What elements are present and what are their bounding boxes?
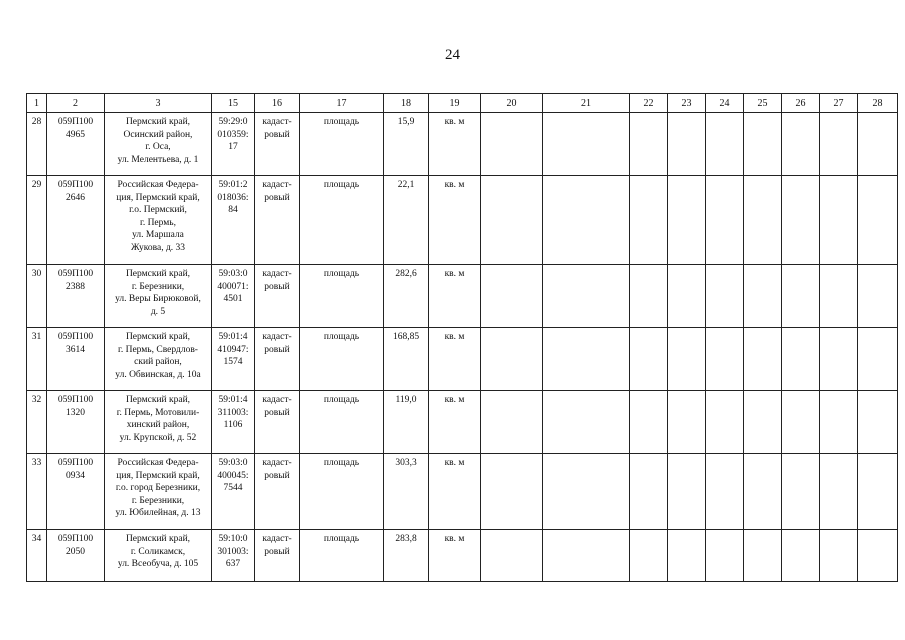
object-id-line: 059П100 bbox=[57, 332, 94, 342]
cadastral-number-line: 59:29:0 bbox=[218, 117, 248, 127]
parameter-value: 283,8 bbox=[384, 530, 429, 582]
table-row bbox=[27, 113, 898, 176]
table-row bbox=[27, 530, 898, 582]
address bbox=[105, 530, 212, 582]
empty-cell-col-23 bbox=[668, 328, 706, 391]
empty-cell-col-28 bbox=[858, 176, 898, 265]
table-row bbox=[27, 454, 898, 530]
cadastral-number bbox=[212, 328, 255, 391]
unit: кв. м bbox=[429, 454, 481, 530]
empty-cell-col-21 bbox=[543, 530, 630, 582]
empty-cell-col-23 bbox=[668, 113, 706, 176]
address-line: Осинский район, bbox=[123, 129, 193, 140]
table-row bbox=[27, 328, 898, 391]
parameter-name: площадь bbox=[300, 530, 384, 582]
row-number: 32 bbox=[27, 391, 47, 454]
number-type-line: кадаст- bbox=[262, 332, 292, 342]
column-header-23: 23 bbox=[668, 94, 706, 113]
column-header-28: 28 bbox=[858, 94, 898, 113]
object-id bbox=[47, 265, 105, 328]
object-id-line: 059П100 bbox=[57, 117, 94, 127]
number-type bbox=[255, 391, 300, 454]
number-type-line: ровый bbox=[264, 281, 290, 292]
address-line: ский район, bbox=[134, 357, 182, 367]
empty-cell-col-20 bbox=[481, 454, 543, 530]
empty-cell-col-20 bbox=[481, 328, 543, 391]
column-header-19: 19 bbox=[429, 94, 481, 113]
cadastral-number-line: 010359: bbox=[217, 129, 249, 140]
object-id-line: 1320 bbox=[66, 407, 85, 418]
parameter-name: площадь bbox=[300, 176, 384, 265]
table-row bbox=[27, 391, 898, 454]
empty-cell-col-24 bbox=[706, 530, 744, 582]
unit: кв. м bbox=[429, 530, 481, 582]
cadastral-number-line: 59:01:2 bbox=[218, 180, 248, 190]
empty-cell-col-22 bbox=[630, 113, 668, 176]
address-line: Пермский край, bbox=[125, 332, 191, 342]
cadastral-number-line: 59:03:0 bbox=[218, 458, 248, 468]
empty-cell-col-25 bbox=[744, 391, 782, 454]
number-type bbox=[255, 454, 300, 530]
table-row bbox=[27, 265, 898, 328]
cadastral-number bbox=[212, 265, 255, 328]
address-line: Российская Федера- bbox=[117, 180, 199, 190]
address-line: Пермский край, bbox=[125, 395, 191, 405]
empty-cell-col-25 bbox=[744, 113, 782, 176]
column-header-26: 26 bbox=[782, 94, 820, 113]
empty-cell-col-20 bbox=[481, 176, 543, 265]
number-type bbox=[255, 530, 300, 582]
address-line: Жукова, д. 33 bbox=[130, 242, 186, 253]
header-row bbox=[27, 94, 898, 113]
object-id-line: 2388 bbox=[66, 281, 85, 292]
number-type bbox=[255, 113, 300, 176]
empty-cell-col-27 bbox=[820, 454, 858, 530]
empty-cell-col-27 bbox=[820, 328, 858, 391]
cadastral-number-line: 59:01:4 bbox=[218, 395, 248, 405]
cadastral-number bbox=[212, 391, 255, 454]
cadastral-number-line: 637 bbox=[225, 559, 241, 569]
empty-cell-col-21 bbox=[543, 113, 630, 176]
empty-cell-col-24 bbox=[706, 265, 744, 328]
parameter-value: 15,9 bbox=[384, 113, 429, 176]
column-header-1: 1 bbox=[27, 94, 47, 113]
number-type-line: ровый bbox=[264, 344, 290, 355]
address-line: Пермский край, bbox=[125, 534, 191, 544]
object-id-line: 059П100 bbox=[57, 395, 94, 405]
column-header-27: 27 bbox=[820, 94, 858, 113]
address-line: ул. Крупской, д. 52 bbox=[119, 432, 197, 443]
empty-cell-col-22 bbox=[630, 328, 668, 391]
empty-cell-col-23 bbox=[668, 265, 706, 328]
unit: кв. м bbox=[429, 176, 481, 265]
empty-cell-col-26 bbox=[782, 113, 820, 176]
number-type-line: кадаст- bbox=[262, 269, 292, 279]
cadastral-number bbox=[212, 176, 255, 265]
address-line: г. Пермь, Мотовили- bbox=[116, 407, 200, 418]
table-row bbox=[27, 176, 898, 265]
address-line: ул. Веры Бирюковой, bbox=[115, 294, 201, 304]
parameter-name: площадь bbox=[300, 265, 384, 328]
address-line: хинский район, bbox=[126, 420, 190, 430]
address-line: ция, Пермский край, bbox=[116, 470, 200, 481]
address-line: г. Березники, bbox=[131, 281, 185, 292]
address-line: г. Пермь, Свердлов- bbox=[118, 344, 198, 355]
address-line: Российская Федера- bbox=[117, 458, 199, 468]
empty-cell-col-22 bbox=[630, 530, 668, 582]
empty-cell-col-23 bbox=[668, 176, 706, 265]
column-header-2: 2 bbox=[47, 94, 105, 113]
empty-cell-col-26 bbox=[782, 530, 820, 582]
number-type-line: кадаст- bbox=[262, 395, 292, 405]
empty-cell-col-20 bbox=[481, 113, 543, 176]
cadastral-number-line: 17 bbox=[228, 142, 238, 152]
number-type-line: ровый bbox=[264, 407, 290, 418]
empty-cell-col-20 bbox=[481, 530, 543, 582]
empty-cell-col-24 bbox=[706, 391, 744, 454]
cadastral-number-line: 1106 bbox=[223, 420, 243, 430]
parameter-name: площадь bbox=[300, 454, 384, 530]
empty-cell-col-24 bbox=[706, 454, 744, 530]
number-type-line: кадаст- bbox=[262, 534, 292, 544]
empty-cell-col-24 bbox=[706, 113, 744, 176]
number-type bbox=[255, 176, 300, 265]
empty-cell-col-23 bbox=[668, 391, 706, 454]
object-id-line: 3614 bbox=[66, 344, 85, 355]
empty-cell-col-23 bbox=[668, 454, 706, 530]
address-line: г.о. город Березники, bbox=[115, 483, 201, 493]
empty-cell-col-22 bbox=[630, 176, 668, 265]
address bbox=[105, 265, 212, 328]
cadastral-number-line: 400045: bbox=[217, 470, 249, 481]
number-type-line: ровый bbox=[264, 470, 290, 481]
cadastral-number-line: 84 bbox=[228, 205, 238, 215]
object-id bbox=[47, 328, 105, 391]
number-type-line: кадаст- bbox=[262, 458, 292, 468]
cadastral-number-line: 7544 bbox=[223, 483, 243, 493]
empty-cell-col-25 bbox=[744, 328, 782, 391]
parameter-value: 303,3 bbox=[384, 454, 429, 530]
empty-cell-col-21 bbox=[543, 176, 630, 265]
empty-cell-col-26 bbox=[782, 454, 820, 530]
number-type-line: кадаст- bbox=[262, 117, 292, 127]
unit: кв. м bbox=[429, 391, 481, 454]
number-type bbox=[255, 265, 300, 328]
object-id bbox=[47, 176, 105, 265]
empty-cell-col-27 bbox=[820, 176, 858, 265]
parameter-name: площадь bbox=[300, 113, 384, 176]
empty-cell-col-25 bbox=[744, 454, 782, 530]
address-line: г. Пермь, bbox=[140, 217, 176, 228]
parameter-name: площадь bbox=[300, 328, 384, 391]
number-type-line: ровый bbox=[264, 192, 290, 203]
object-id-line: 0934 bbox=[66, 470, 85, 481]
address-line: д. 5 bbox=[150, 306, 166, 317]
cadastral-number-line: 59:03:0 bbox=[218, 269, 248, 279]
empty-cell-col-22 bbox=[630, 391, 668, 454]
address bbox=[105, 113, 212, 176]
empty-cell-col-28 bbox=[858, 328, 898, 391]
number-type-line: кадаст- bbox=[262, 180, 292, 190]
unit: кв. м bbox=[429, 328, 481, 391]
column-header-15: 15 bbox=[212, 94, 255, 113]
empty-cell-col-27 bbox=[820, 113, 858, 176]
row-number: 30 bbox=[27, 265, 47, 328]
column-header-22: 22 bbox=[630, 94, 668, 113]
number-type-line: ровый bbox=[264, 129, 290, 140]
empty-cell-col-25 bbox=[744, 265, 782, 328]
cadastral-number bbox=[212, 454, 255, 530]
object-id-line: 059П100 bbox=[57, 180, 94, 190]
empty-cell-col-28 bbox=[858, 454, 898, 530]
empty-cell-col-21 bbox=[543, 391, 630, 454]
parameter-name: площадь bbox=[300, 391, 384, 454]
row-number: 31 bbox=[27, 328, 47, 391]
empty-cell-col-21 bbox=[543, 265, 630, 328]
unit: кв. м bbox=[429, 265, 481, 328]
empty-cell-col-26 bbox=[782, 328, 820, 391]
cadastral-number-line: 018036: bbox=[217, 192, 249, 203]
object-id-line: 2050 bbox=[66, 546, 85, 557]
empty-cell-col-22 bbox=[630, 265, 668, 328]
empty-cell-col-21 bbox=[543, 454, 630, 530]
object-id bbox=[47, 391, 105, 454]
empty-cell-col-24 bbox=[706, 328, 744, 391]
address-line: Пермский край, bbox=[125, 117, 191, 127]
cadastral-number-line: 301003: bbox=[217, 546, 249, 557]
address bbox=[105, 328, 212, 391]
object-id bbox=[47, 113, 105, 176]
empty-cell-col-28 bbox=[858, 391, 898, 454]
column-header-3: 3 bbox=[105, 94, 212, 113]
cadastral-number bbox=[212, 113, 255, 176]
empty-cell-col-28 bbox=[858, 113, 898, 176]
column-header-21: 21 bbox=[543, 94, 630, 113]
parameter-value: 282,6 bbox=[384, 265, 429, 328]
empty-cell-col-22 bbox=[630, 454, 668, 530]
empty-cell-col-23 bbox=[668, 530, 706, 582]
empty-cell-col-21 bbox=[543, 328, 630, 391]
page-number: 24 bbox=[445, 47, 460, 63]
number-type-line: ровый bbox=[264, 546, 290, 557]
row-number: 28 bbox=[27, 113, 47, 176]
object-id-line: 059П100 bbox=[57, 534, 94, 544]
address-line: Пермский край, bbox=[125, 269, 191, 279]
address bbox=[105, 176, 212, 265]
parameter-value: 119,0 bbox=[384, 391, 429, 454]
address-line: г. Оса, bbox=[145, 142, 171, 152]
cadastral-number-line: 410947: bbox=[217, 344, 249, 355]
empty-cell-col-28 bbox=[858, 530, 898, 582]
column-header-18: 18 bbox=[384, 94, 429, 113]
register-table bbox=[26, 93, 898, 582]
empty-cell-col-25 bbox=[744, 176, 782, 265]
cadastral-number-line: 311003: bbox=[217, 407, 249, 418]
column-header-25: 25 bbox=[744, 94, 782, 113]
row-number: 33 bbox=[27, 454, 47, 530]
empty-cell-col-24 bbox=[706, 176, 744, 265]
object-id-line: 059П100 bbox=[57, 269, 94, 279]
object-id bbox=[47, 454, 105, 530]
empty-cell-col-25 bbox=[744, 530, 782, 582]
object-id bbox=[47, 530, 105, 582]
empty-cell-col-28 bbox=[858, 265, 898, 328]
cadastral-number-line: 1574 bbox=[223, 357, 243, 367]
cadastral-number-line: 4501 bbox=[223, 294, 243, 304]
empty-cell-col-26 bbox=[782, 176, 820, 265]
object-id-line: 059П100 bbox=[57, 458, 94, 468]
cadastral-number-line: 400071: bbox=[217, 281, 249, 292]
address-line: ул. Юбилейная, д. 13 bbox=[115, 508, 201, 518]
empty-cell-col-26 bbox=[782, 265, 820, 328]
empty-cell-col-20 bbox=[481, 265, 543, 328]
address-line: ул. Обвинская, д. 10а bbox=[115, 369, 201, 380]
address-line: г. Березники, bbox=[131, 495, 185, 506]
column-header-24: 24 bbox=[706, 94, 744, 113]
row-number: 29 bbox=[27, 176, 47, 265]
address-line: ул. Мелентьева, д. 1 bbox=[117, 154, 199, 165]
address bbox=[105, 454, 212, 530]
empty-cell-col-27 bbox=[820, 530, 858, 582]
object-id-line: 2646 bbox=[66, 192, 85, 203]
address-line: ция, Пермский край, bbox=[116, 192, 200, 203]
row-number: 34 bbox=[27, 530, 47, 582]
parameter-value: 22,1 bbox=[384, 176, 429, 265]
address-line: г.о. Пермский, bbox=[129, 205, 187, 215]
object-id-line: 4965 bbox=[66, 129, 85, 140]
number-type bbox=[255, 328, 300, 391]
address-line: ул. Маршала bbox=[132, 230, 184, 240]
address bbox=[105, 391, 212, 454]
empty-cell-col-20 bbox=[481, 391, 543, 454]
parameter-value: 168,85 bbox=[384, 328, 429, 391]
empty-cell-col-26 bbox=[782, 391, 820, 454]
cadastral-number-line: 59:01:4 bbox=[218, 332, 248, 342]
address-line: г. Соликамск, bbox=[130, 546, 186, 557]
column-header-17: 17 bbox=[300, 94, 384, 113]
unit: кв. м bbox=[429, 113, 481, 176]
empty-cell-col-27 bbox=[820, 265, 858, 328]
address-line: ул. Всеобуча, д. 105 bbox=[117, 559, 199, 569]
cadastral-number-line: 59:10:0 bbox=[218, 534, 248, 544]
empty-cell-col-27 bbox=[820, 391, 858, 454]
column-header-20: 20 bbox=[481, 94, 543, 113]
column-header-16: 16 bbox=[255, 94, 300, 113]
cadastral-number bbox=[212, 530, 255, 582]
